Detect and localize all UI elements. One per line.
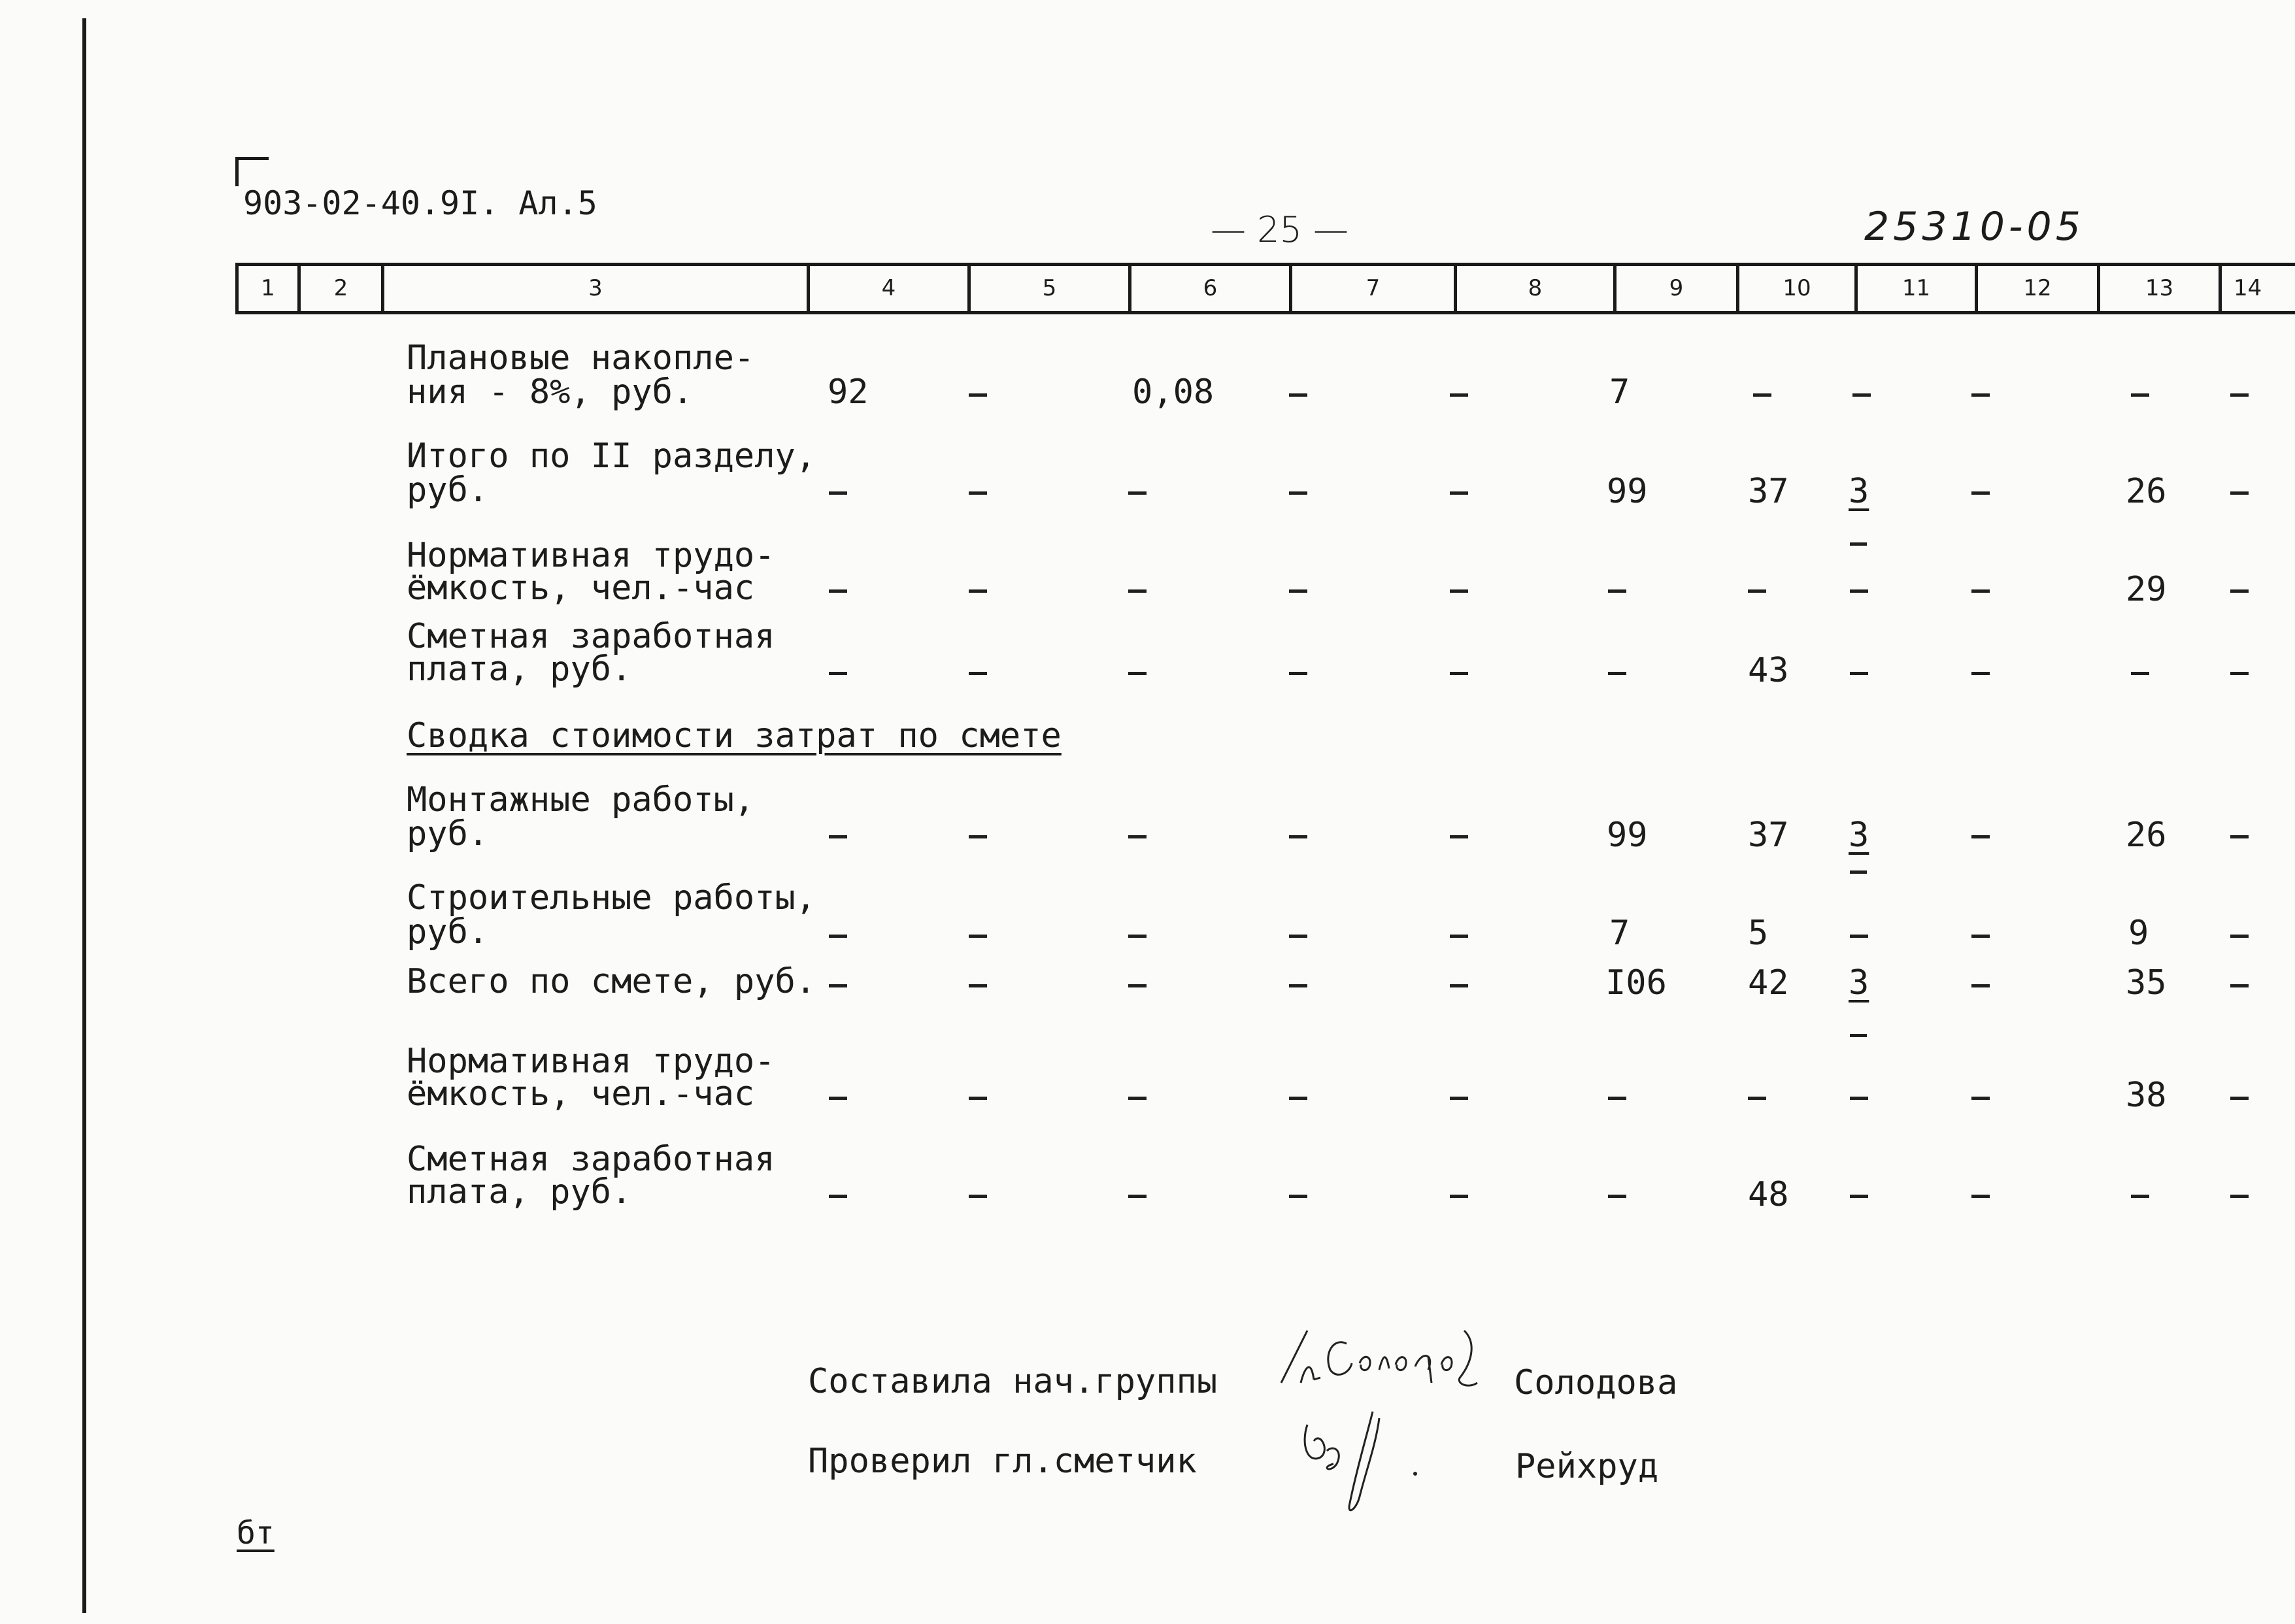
checked-by-name: Рейхруд [1515,1447,1659,1486]
row-label: ёмкость, чел.-час [407,569,755,608]
empty-cell-dash [969,491,987,495]
cell-value: 3 [1849,472,1869,511]
sub-dash [1850,1034,1867,1037]
footer-mark: бт [237,1515,275,1551]
empty-cell-dash [1450,984,1468,987]
empty-cell-dash [1450,491,1468,495]
empty-cell-dash [1128,589,1147,593]
empty-cell-dash [1971,589,1990,593]
empty-cell-dash [1450,1097,1468,1100]
cell-value: 42 [1748,963,1789,1003]
page-number: — 25 — [1211,209,1349,250]
row-label: Плановые накопле- [407,339,755,378]
empty-cell-dash [2230,491,2249,495]
cell-value: 37 [1748,472,1789,511]
row-label: ния - 8%, руб. [407,373,694,412]
binding-line [82,18,86,1613]
cell-value: 26 [2126,472,2167,511]
column-header: 10 [1739,266,1858,311]
empty-cell-dash [829,1195,847,1198]
row-label: Итого по II разделу, [407,437,816,476]
empty-cell-dash [1289,589,1307,593]
empty-cell-dash [1128,491,1147,495]
empty-cell-dash [1971,393,1990,397]
empty-cell-dash [1289,491,1307,495]
row-label: ёмкость, чел.-час [407,1074,755,1114]
empty-cell-dash [1450,935,1468,938]
column-header: 2 [301,266,384,311]
row-label: плата, руб. [407,650,632,689]
empty-cell-dash [969,1195,987,1198]
inventory-number: 25310-05 [1864,204,2085,250]
cell-value: 3 [1849,816,1869,855]
cell-value: 48 [1748,1175,1789,1214]
empty-cell-dash [1748,1097,1766,1100]
empty-cell-dash [1971,672,1990,675]
empty-cell-dash [1850,1195,1868,1198]
cell-value: 37 [1748,816,1789,855]
cell-value: 35 [2126,963,2167,1003]
cell-value: 99 [1607,816,1648,855]
empty-cell-dash [1608,589,1626,593]
empty-cell-dash [1850,589,1868,593]
row-label: руб. [407,471,489,510]
empty-cell-dash [1753,393,1771,397]
empty-cell-dash [2230,984,2249,987]
empty-cell-dash [1128,984,1147,987]
empty-cell-dash [1450,672,1468,675]
empty-cell-dash [1128,672,1147,675]
column-header: 8 [1457,266,1617,311]
empty-cell-dash [1128,835,1147,838]
row-label: Монтажные работы, [407,780,755,820]
column-header: 7 [1292,266,1457,311]
empty-cell-dash [1289,672,1307,675]
cell-value: 26 [2126,816,2167,855]
empty-cell-dash [1850,935,1868,938]
empty-cell-dash [1450,835,1468,838]
empty-cell-dash [829,984,847,987]
empty-cell-dash [1128,1195,1147,1198]
row-label: Сметная заработная [407,1140,775,1179]
column-header: 13 [2100,266,2222,311]
empty-cell-dash [829,672,847,675]
empty-cell-dash [1850,1097,1868,1100]
empty-cell-dash [829,491,847,495]
empty-cell-dash [969,393,987,397]
column-header-row [235,263,2295,314]
empty-cell-dash [1852,393,1871,397]
empty-cell-dash [969,984,987,987]
compiled-by-label: Составила нач.группы [808,1362,1218,1401]
signature-reikhrud [1294,1405,1464,1525]
empty-cell-dash [1289,835,1307,838]
empty-cell-dash [1971,491,1990,495]
empty-cell-dash [1608,1097,1626,1100]
empty-cell-dash [829,589,847,593]
empty-cell-dash [1450,393,1468,397]
empty-cell-dash [1450,1195,1468,1198]
column-header: 3 [384,266,810,311]
empty-cell-dash [969,672,987,675]
row-label: Нормативная трудо- [407,536,775,575]
empty-cell-dash [1289,1097,1307,1100]
empty-cell-dash [2230,1195,2249,1198]
cell-value: 0,08 [1132,373,1215,412]
row-label: руб. [407,912,489,952]
cell-value: 7 [1609,373,1630,412]
row-label: Всего по смете, руб. [407,962,816,1001]
empty-cell-dash [829,1097,847,1100]
corner-mark [235,157,269,186]
row-label: Нормативная трудо- [407,1042,775,1081]
empty-cell-dash [1971,1097,1990,1100]
signature-solodova [1275,1317,1536,1399]
empty-cell-dash [1971,935,1990,938]
cell-value: 43 [1748,651,1789,690]
empty-cell-dash [2230,672,2249,675]
empty-cell-dash [1608,672,1626,675]
empty-cell-dash [829,835,847,838]
empty-cell-dash [1748,589,1766,593]
column-header: 9 [1617,266,1739,311]
empty-cell-dash [2131,393,2149,397]
empty-cell-dash [1128,935,1147,938]
empty-cell-dash [1289,1195,1307,1198]
empty-cell-dash [1608,1195,1626,1198]
empty-cell-dash [969,1097,987,1100]
column-header: 1 [239,266,301,311]
empty-cell-dash [2230,589,2249,593]
empty-cell-dash [2131,672,2149,675]
empty-cell-dash [1128,1097,1147,1100]
empty-cell-dash [2230,393,2249,397]
empty-cell-dash [969,935,987,938]
empty-cell-dash [1971,984,1990,987]
document-number: 903-02-40.9I. Ал.5 [243,184,597,222]
row-label: руб. [407,814,489,853]
column-header: 4 [810,266,971,311]
sub-dash [1850,542,1867,546]
empty-cell-dash [1289,393,1307,397]
cell-value: 99 [1607,472,1648,511]
section-title: Сводка стоимости затрат по смете [407,716,1062,755]
cell-value: 3 [1849,963,1869,1003]
empty-cell-dash [1450,589,1468,593]
checked-by-label: Проверил гл.сметчик [808,1442,1197,1481]
empty-cell-dash [829,935,847,938]
cell-value: 38 [2126,1076,2167,1115]
row-label: плата, руб. [407,1172,632,1212]
empty-cell-dash [2131,1195,2149,1198]
compiled-by-name: Солодова [1514,1363,1678,1402]
cell-value: 9 [2128,914,2149,953]
column-header: 12 [1978,266,2100,311]
column-header: 11 [1858,266,1978,311]
empty-cell-dash [969,835,987,838]
cell-value: 7 [1609,914,1630,953]
empty-cell-dash [2230,1097,2249,1100]
empty-cell-dash [1971,835,1990,838]
column-header: 5 [971,266,1131,311]
cell-value: I06 [1605,963,1667,1003]
cell-value: 5 [1748,914,1769,953]
column-header: 14 [2234,275,2262,301]
empty-cell-dash [1289,935,1307,938]
row-label: Сметная заработная [407,617,775,656]
row-label: Строительные работы, [407,878,816,918]
column-header: 6 [1131,266,1292,311]
cell-value: 92 [828,373,869,412]
empty-cell-dash [1971,1195,1990,1198]
cell-value: 29 [2126,570,2167,609]
empty-cell-dash [2230,835,2249,838]
empty-cell-dash [2230,935,2249,938]
sub-dash [1850,870,1867,874]
empty-cell-dash [969,589,987,593]
empty-cell-dash [1850,672,1868,675]
empty-cell-dash [1289,984,1307,987]
